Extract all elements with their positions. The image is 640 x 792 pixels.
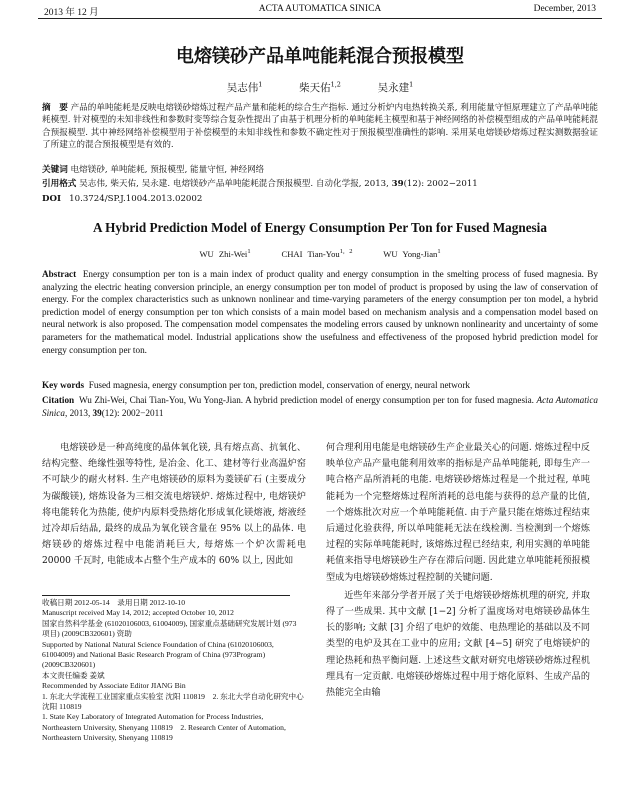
citation-en-text: Wu Zhi-Wei, Chai Tian-You, Wu Yong-Jian. A hybrid prediction model of energy consumption per ton for fused magnesia. xyxy=(79,395,537,405)
citation-en xyxy=(42,394,598,419)
author-name: 吴永建 xyxy=(377,82,410,94)
citation-cn xyxy=(42,178,598,190)
footnote-divider xyxy=(42,595,290,596)
doi-label: DOI xyxy=(42,194,61,204)
keywords-cn-text: 电熔镁砂, 单吨能耗, 预报模型, 能量守恒, 神经网络 xyxy=(70,165,265,175)
doi-line xyxy=(42,193,598,205)
abstract-cn-label: 摘 要 xyxy=(42,103,68,113)
citation-en-label: Citation xyxy=(42,395,75,405)
footnote-line: 收稿日期 2012-05-14 录用日期 2012-10-10 xyxy=(42,598,186,607)
citation-cn-pages: (12): 2002−2011 xyxy=(403,179,478,189)
author-affiliation-mark: 1 xyxy=(409,80,414,89)
citation-en-journal: Acta Automatica Sinica xyxy=(42,395,598,418)
abstract-en-label: Abstract xyxy=(42,269,77,279)
paper-title-cn: 电熔镁砂产品单吨能耗混合预报模型 xyxy=(176,46,464,67)
citation-en-pages: (12): 2002−2011 xyxy=(101,407,164,418)
paper-title-en: A Hybrid Prediction Model of Energy Consumption Per Ton for Fused Magnesia xyxy=(93,220,547,235)
abstract-cn-text: 产品的单吨能耗是反映电熔镁砂熔炼过程产品产量和能耗的综合生产指标. 通过分析炉内电热转换关系, 利用能量守恒原理建立了产品单吨能耗模型. 针对模型的未知非线性和参数时变等综合复杂性提出了由基于机理分析的单吨能耗主模型和基于神经网络的补偿模型组成的产品单吨能耗混合预报模型. 其中神经网络补偿模型用于补偿模型的未知非线性和参数不确定性对于预报模型准确性的影响. 采用某电熔镁砂熔炼过程实测数据验证了所建立的混合预报模型是有效的. xyxy=(42,103,598,151)
citation-cn-text: 吴志伟, 柴天佑, 吴永建. 电熔镁砂产品单吨能耗混合预报模型. 自动化学报, 2013, xyxy=(79,179,392,189)
running-header xyxy=(38,2,602,19)
header-journal-name: ACTA AUTOMATICA SINICA xyxy=(258,4,382,14)
abstract-en xyxy=(42,268,598,356)
footnote-line: 本文责任编委 姜斌 xyxy=(42,670,105,680)
body-column-right xyxy=(326,440,590,701)
author-name: WU Zhi-Wei xyxy=(199,248,248,259)
keywords-en xyxy=(42,379,598,392)
author-list-cn xyxy=(0,80,640,95)
author-affiliation-mark: 1 xyxy=(258,80,263,89)
citation-cn-volume: 39 xyxy=(391,179,404,189)
doi-value: 10.3724/SP.J.1004.2013.02002 xyxy=(69,194,203,204)
author-affiliation-mark: 1 xyxy=(247,248,251,255)
citation-cn-label: 引用格式 xyxy=(42,179,77,189)
header-date-en: December, 2013 xyxy=(533,4,596,14)
citation-en-volume: 39 xyxy=(92,407,102,418)
author-affiliation-mark: 1, 2 xyxy=(339,248,353,255)
keywords-cn xyxy=(42,164,598,176)
author-list-en xyxy=(0,248,640,259)
keywords-cn-label: 关键词 xyxy=(42,165,68,175)
footnote-line: Supported by National Natural Science Foundation of China (61020106003, 61004009) and National Basic Research Program of China (973Program) (2009CB320601) xyxy=(42,639,274,670)
author-name: 柴天佑 xyxy=(299,82,331,94)
body-column-left xyxy=(42,440,306,570)
keywords-en-label: Key words xyxy=(42,380,85,390)
author-affiliation-mark: 1,2 xyxy=(330,80,341,89)
footnote-line: 国家自然科学基金 (61020106003, 61004009), 国家重点基础研究发展计划 (973 项目) (2009CB320601) 资助 xyxy=(42,618,297,639)
author-name: CHAI Tian-You xyxy=(281,248,340,259)
keywords-en-text: Fused magnesia, energy consumption per ton, prediction model, conservation of energy, neural network xyxy=(88,380,470,390)
footnotes xyxy=(42,598,304,744)
footnote-line: Recommended by Associate Editor JIANG Bin xyxy=(42,681,186,691)
footnote-line: 1. 东北大学流程工业国家重点实验室 沈阳 110819 2. 东北大学自动化研究中心 沈阳 110819 xyxy=(42,691,304,712)
author-name: WU Yong-Jian xyxy=(383,248,438,259)
footnote-line: Manuscript received May 14, 2012; accepted October 10, 2012 xyxy=(42,608,234,618)
abstract-en-text: Energy consumption per ton is a main index of product quality and energy consumption in the smelting process of fused magnesia. By analyzing the electric heating conversion principle, an energy consumption per ton model of product is proposed by using the law of conservation of energy. For the complex characteristics such as unknown nonlinear and time-varying parameters of the energy consumption per ton model, a hybrid prediction model of energy consumption per ton which consists of a main model based on mechanism analysis and a compensation model based on neural network is also proposed. The compensation model compensates the modeling errors caused by unknown nonlinearity and uncertainty of some parameters for the mathematical model. Industrial applications show the usefulness and effectiveness of the proposed hybrid prediction model for energy consumption per ton. xyxy=(42,269,599,355)
citation-en-tail: , 2013, xyxy=(64,407,93,418)
author-affiliation-mark: 1 xyxy=(437,248,441,255)
header-date-cn: 2013 年 12 月 xyxy=(44,8,99,18)
footnote-line: 1. State Key Laboratory of Integrated Automation for Process Industries, Northeastern University, Shenyang 110819 2. Research Center of Automation, Northeastern University, Shenyang 110819 xyxy=(42,712,286,743)
body-paragraph: 何合理利用电能是电熔镁砂生产企业最关心的问题. 熔炼过程中反映单位产品产量电能利用效率的指标是产品单吨能耗, 即每生产一吨合格产品所消耗的电能. 电熔镁砂熔炼过程是一个批过程, 单吨能耗为一个完整熔炼过程所消耗的总电能与获得的总产量的比值, 一个熔炼批次对应一个单吨能耗值. 由于产量只能在熔炼过程结束后通过化验获得, 所以单吨能耗无法在线检测. 当检测到一个熔炼过程的实际单吨能耗时, 该熔炼过程已经结束, 利用实测的单吨能耗值来指导电熔镁砂生产存在滞后问题. 因此建立单吨能耗预报模型成为电熔镁砂熔炼过程控制的关键问题. xyxy=(326,443,590,583)
author-name: 吴志伟 xyxy=(226,82,259,94)
body-paragraph: 近些年来部分学者开展了关于电熔镁砂熔炼机理的研究, 并取得了一些成果. 其中文献 [1−2] 分析了温度场对电熔镁砂晶体生长的影响; 文献 [3] 介绍了电炉的效能、电热理论的基础以及不同类型的电炉及其在工业中的应用; 文献 [4−5] 研究了电熔镁炉的理论热耗和热平衡问题. 上述这些文献对研究电熔镁砂熔炼过程机理具有一定贡献. 电熔镁砂熔炼过程中用于熔化原料、生成产品的热能完全由输 xyxy=(326,590,590,699)
abstract-cn xyxy=(42,102,598,152)
body-paragraph: 电熔镁砂是一种高纯度的晶体氧化镁, 具有熔点高、抗氧化、结构完整、绝缘性强等特性, 是冶金、化工、建材等行业高温炉窑不可缺少的耐火材料. 生产电熔镁砂的原料为菱镁矿石 (主要成分为碳酸镁), 熔炼设备为三相交流电熔镁炉. 熔炼过程中, 电熔镁炉将电能转化为热能, 使炉内原料受热熔化形成氧化镁熔液, 熔液经过冷却后结晶, 最终的成品为氧化镁含量在 95% 以上的晶体. 电熔镁砂的熔炼过程中电能消耗巨大, 每熔炼一个炉次需耗电 20000 千瓦时, 电能成本占整个生产成本的 60% 以上, 因此如 xyxy=(42,443,306,567)
